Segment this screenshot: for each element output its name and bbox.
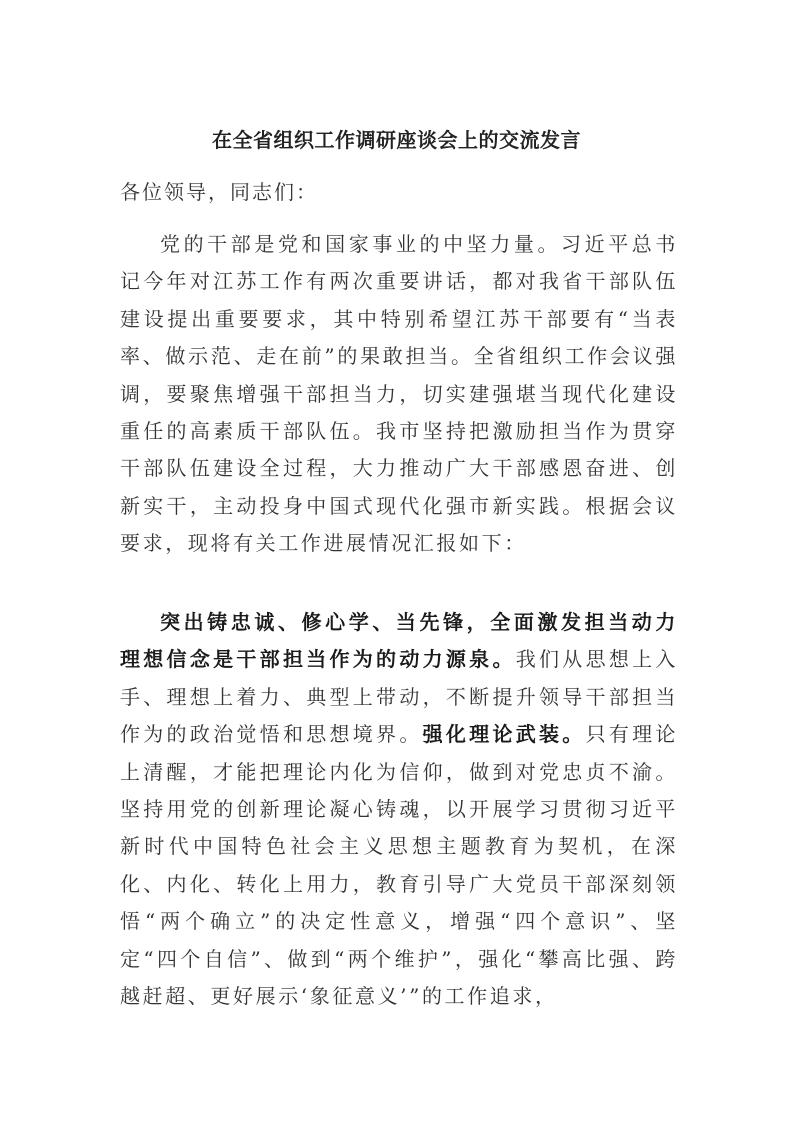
section-subheading: 强化理论武装。 bbox=[422, 722, 586, 747]
document-title: 在全省组织工作调研座谈会上的交流发言 bbox=[212, 128, 581, 152]
section-heading: 突出铸忠诚、修心学、当先锋，全面激发担当动力理想信念是干部担当作为的动力源泉。 bbox=[120, 610, 678, 672]
paragraph-section-1 bbox=[120, 604, 678, 1015]
section-text: 我们从思想上入手、理想上着力、典型上带动，不断提升领导干部担当作为的政治觉悟和思想境界。 bbox=[120, 647, 679, 747]
salutation: 各位领导，同志们： bbox=[120, 180, 318, 204]
section-subtext: 只有理论上清醒，才能把理论内化为信仰，做到对党忠贞不渝。坚持用党的创新理论凝心铸魂，以开展学习贯彻习近平新时代中国特色社会主义思想主题教育为契机，在深化、内化、转化上用力，教育引导广大党员干部深刻领悟“两个确立”的决定性意义，增强“四个意识”、坚定“四个自信”、做到“两个维护”，强化“攀高比强、跨越赶超、更好展示‘象征意义’”的工作追求， bbox=[120, 722, 678, 1009]
paragraph-intro: 党的干部是党和国家事业的中坚力量。习近平总书记今年对江苏工作有两次重要讲话，都对我省干部队伍建设提出重要要求，其中特别希望江苏干部要有“当表率、做示范、走在前”的果敢担当。全省组织工作会议强调，要聚焦增强干部担当力，切实建强堪当现代化建设重任的高素质干部队伍。我市坚持把激励担当作为贯穿干部队伍建设全过程，大力推动广大干部感恩奋进、创新实干，主动投身中国式现代化强市新实践。根据会议要求，现将有关工作进展情况汇报如下： bbox=[120, 232, 678, 556]
